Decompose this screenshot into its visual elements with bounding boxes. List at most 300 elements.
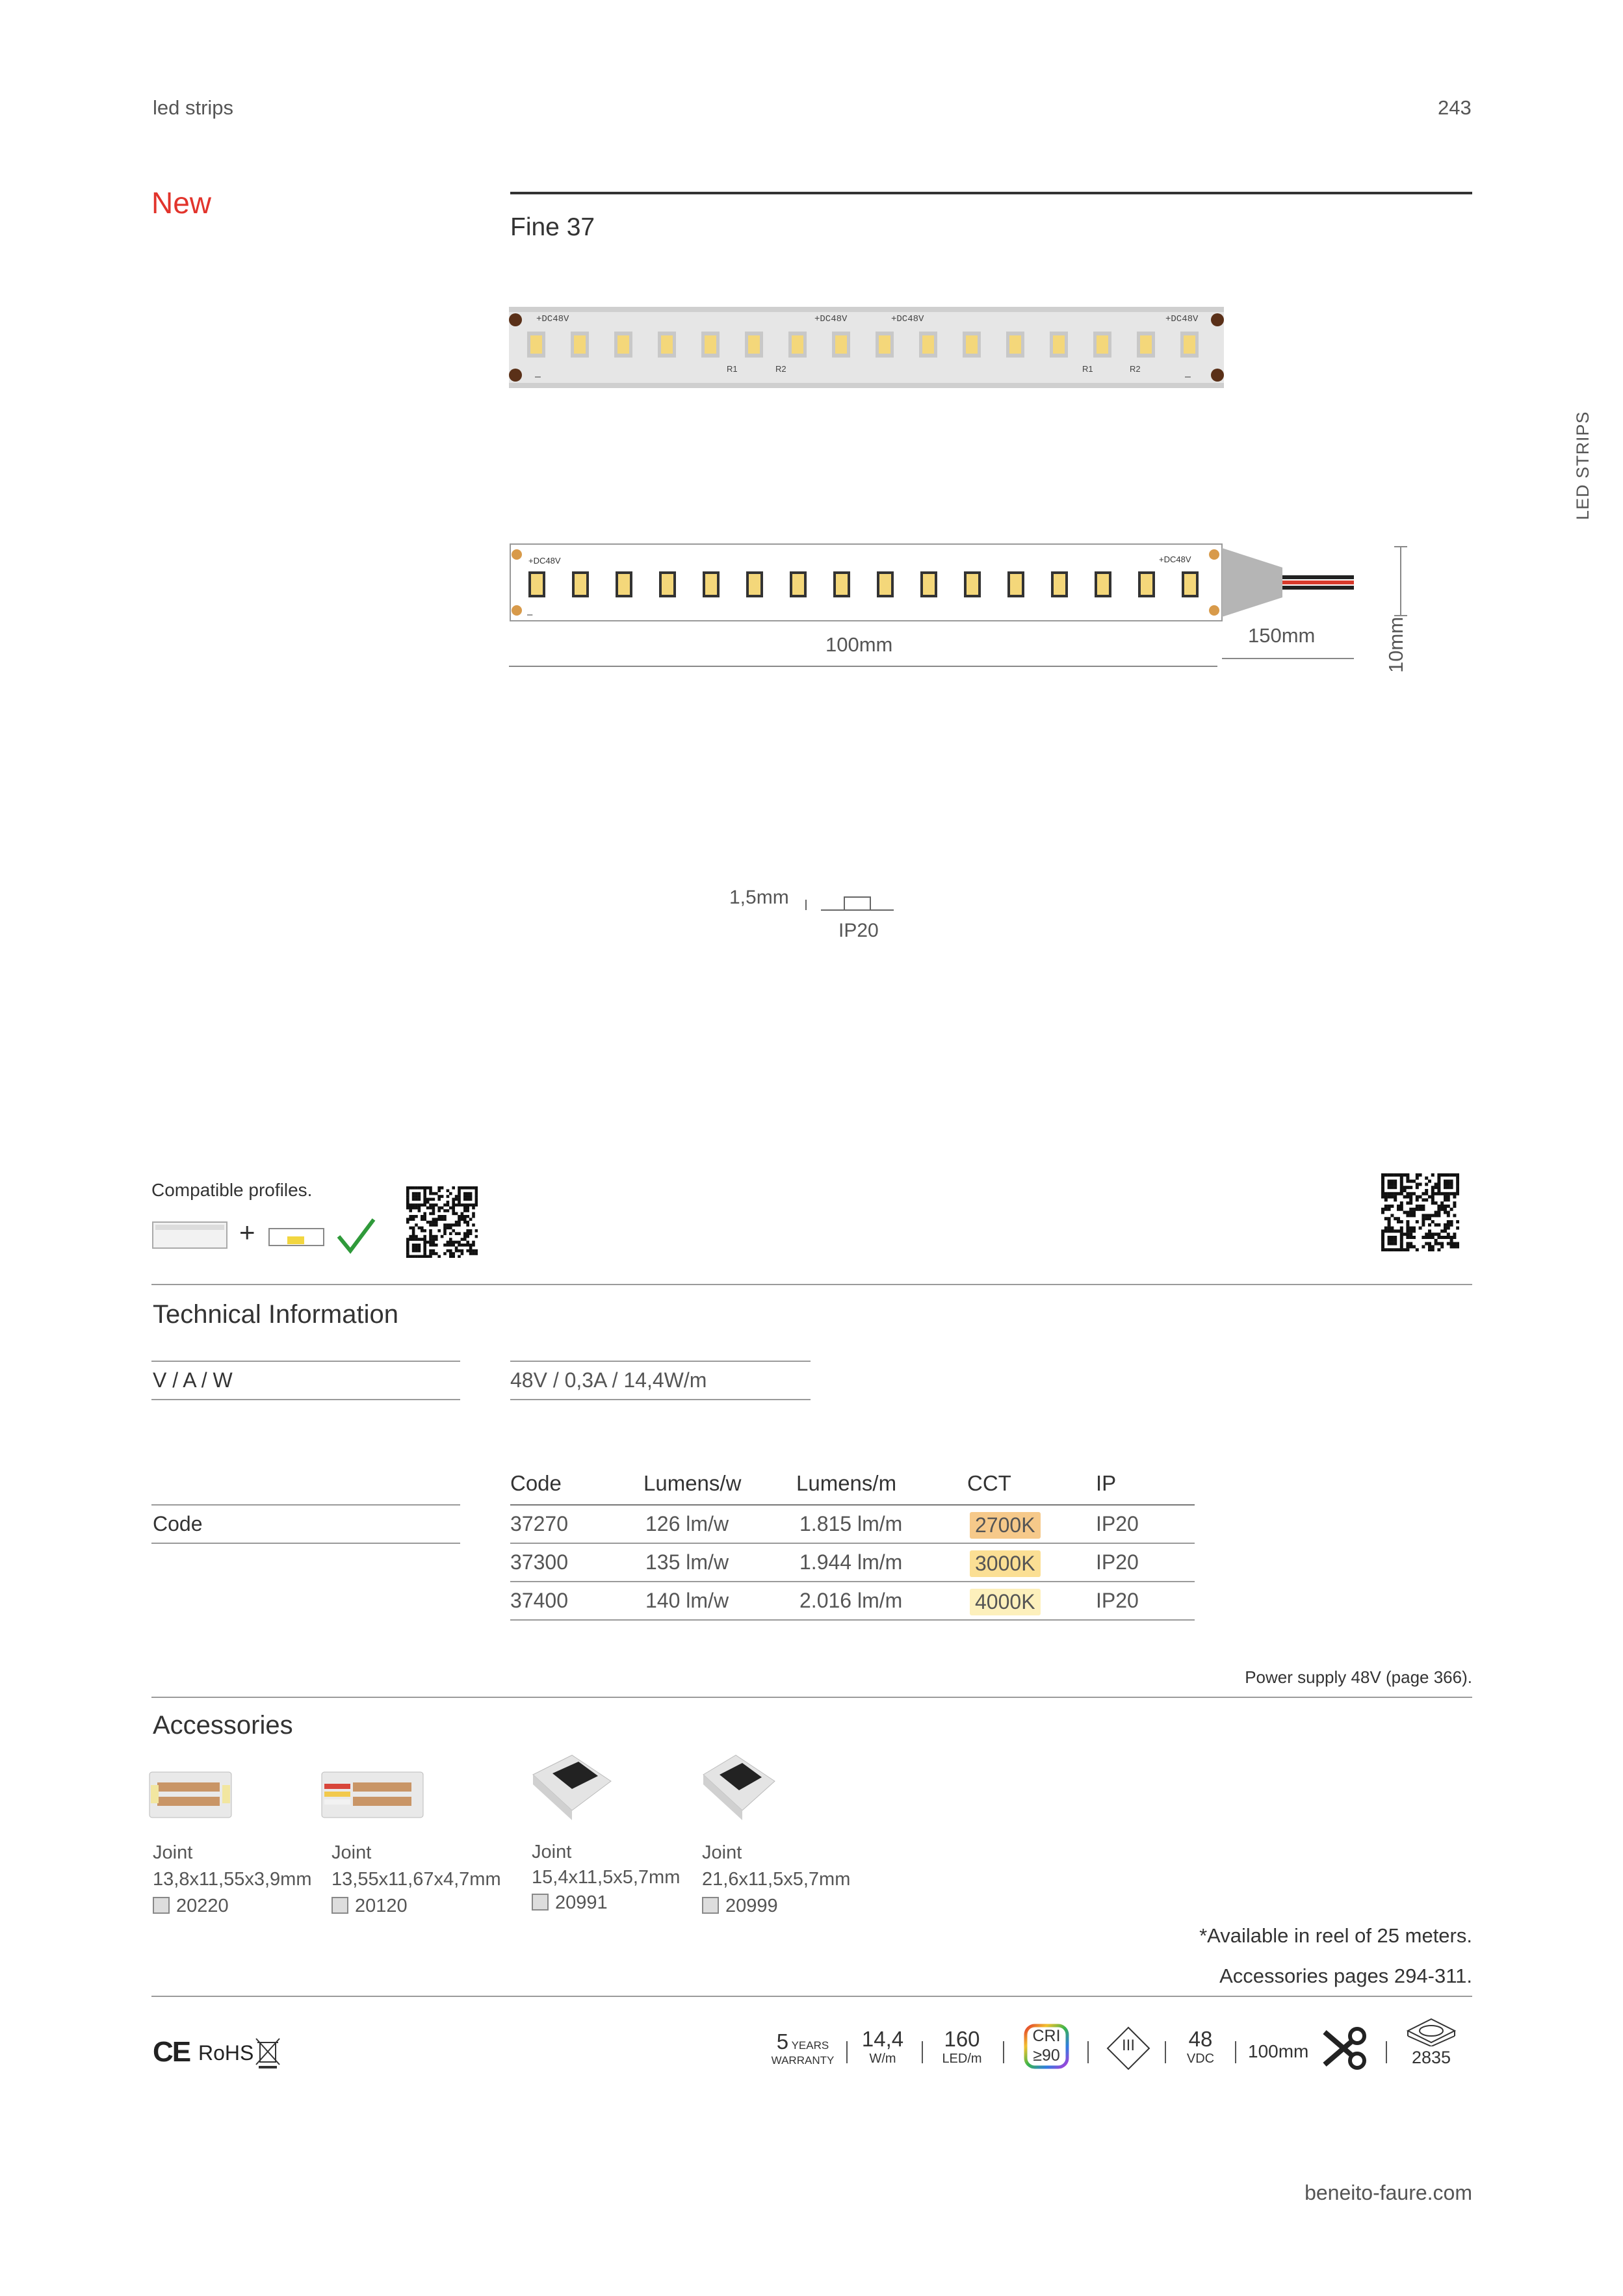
qr-module <box>437 1198 441 1201</box>
qr-module <box>418 1209 421 1212</box>
qr-module <box>409 1255 412 1258</box>
led-chip <box>617 335 629 354</box>
qr-module <box>447 1249 450 1253</box>
qr-module <box>466 1203 469 1207</box>
qr-module <box>1447 1223 1450 1227</box>
qr-module <box>437 1215 441 1218</box>
qr-module <box>469 1198 473 1201</box>
qr-module <box>421 1186 424 1190</box>
qr-module <box>1390 1214 1394 1217</box>
qr-module <box>1428 1233 1431 1236</box>
qr-module <box>472 1186 475 1190</box>
qr-module <box>429 1252 432 1255</box>
qr-module <box>418 1244 421 1247</box>
vaw-rule-bottom <box>151 1399 460 1400</box>
qr-module <box>1416 1173 1419 1177</box>
qr-module <box>472 1203 475 1207</box>
qr-module <box>1425 1242 1428 1246</box>
qr-module <box>429 1255 432 1258</box>
qr-module <box>1453 1236 1456 1239</box>
qr-module <box>437 1209 441 1212</box>
qr-module <box>1431 1189 1435 1192</box>
qr-module <box>452 1252 455 1255</box>
qr-module <box>1400 1220 1403 1223</box>
qr-module <box>1425 1177 1428 1180</box>
qr-module <box>406 1201 409 1204</box>
qr-module <box>443 1203 447 1207</box>
qr-module <box>447 1209 450 1212</box>
cell-code: 37400 <box>510 1589 568 1612</box>
qr-module <box>435 1203 438 1207</box>
qr-module <box>1425 1192 1428 1195</box>
qr-module <box>1447 1186 1450 1189</box>
weee-bin-icon <box>255 2036 281 2070</box>
qr-module <box>1409 1245 1412 1248</box>
qr-module <box>1440 1192 1444 1195</box>
qr-module <box>1409 1211 1412 1214</box>
qr-module <box>1416 1248 1419 1251</box>
qr-module <box>1384 1208 1388 1211</box>
qr-module <box>452 1229 455 1233</box>
strip-r1-label: R1 <box>1082 364 1093 374</box>
qr-module <box>1416 1177 1419 1180</box>
qr-module <box>1381 1236 1384 1239</box>
qr-module <box>409 1186 412 1190</box>
qr-module <box>463 1215 467 1218</box>
qr-module <box>1431 1192 1435 1195</box>
qr-module <box>1400 1245 1403 1248</box>
qr-module <box>1412 1180 1416 1183</box>
qr-module <box>1419 1227 1422 1230</box>
qr-module <box>1447 1198 1450 1201</box>
qr-module <box>447 1241 450 1244</box>
qr-module <box>1437 1248 1440 1251</box>
qr-module <box>429 1249 432 1253</box>
col-header-lumens-w: Lumens/w <box>643 1471 742 1495</box>
qr-module <box>412 1249 415 1253</box>
height-label: 1,5mm <box>729 887 789 908</box>
qr-module <box>466 1221 469 1224</box>
qr-module <box>1388 1205 1391 1208</box>
qr-module <box>1435 1242 1438 1246</box>
qr-module <box>409 1207 412 1210</box>
qr-module <box>1412 1229 1416 1233</box>
qr-module <box>1422 1208 1425 1211</box>
cct-chip: 2700K <box>970 1512 1041 1539</box>
table-header-rule <box>510 1504 1195 1506</box>
led-chip <box>836 574 848 595</box>
qr-module <box>409 1235 412 1238</box>
qr-module <box>472 1215 475 1218</box>
qr-module <box>447 1201 450 1204</box>
qr-module <box>1397 1173 1400 1177</box>
qr-module <box>1453 1245 1456 1248</box>
cell-ip: IP20 <box>1096 1589 1139 1612</box>
qr-module <box>415 1244 418 1247</box>
qr-module <box>1406 1236 1409 1239</box>
spec-separator <box>1087 2041 1089 2063</box>
qr-module <box>1456 1182 1459 1186</box>
qr-module <box>418 1207 421 1210</box>
qr-module <box>475 1201 478 1204</box>
qr-code-icon[interactable] <box>1381 1173 1459 1251</box>
qr-module <box>1412 1236 1416 1239</box>
qr-module <box>1400 1208 1403 1211</box>
qr-module <box>461 1252 464 1255</box>
led-chip <box>1097 335 1108 354</box>
qr-module <box>447 1223 450 1227</box>
qr-module <box>1406 1177 1409 1180</box>
qr-module <box>1409 1198 1412 1201</box>
qr-module <box>1453 1192 1456 1195</box>
qr-module <box>463 1232 467 1235</box>
led-chip <box>661 335 673 354</box>
qr-module <box>441 1186 444 1190</box>
qr-module <box>469 1218 473 1221</box>
compatible-label: Compatible profiles. <box>151 1180 313 1200</box>
qr-module <box>412 1235 415 1238</box>
qr-module <box>1444 1180 1447 1183</box>
qr-module <box>1400 1182 1403 1186</box>
vaw-value-rule-top <box>510 1361 811 1362</box>
cri-label: CRI <box>1032 2027 1061 2045</box>
cell-ip: IP20 <box>1096 1550 1139 1574</box>
qr-module <box>429 1241 432 1244</box>
qr-module <box>1381 1180 1384 1183</box>
qr-module <box>1403 1233 1407 1236</box>
qr-module <box>1431 1198 1435 1201</box>
qr-module <box>415 1255 418 1258</box>
qr-module <box>475 1195 478 1198</box>
led-chip <box>705 574 717 595</box>
qr-module <box>1425 1182 1428 1186</box>
qr-module <box>1428 1214 1431 1217</box>
qr-module <box>475 1249 478 1253</box>
qr-module <box>1409 1214 1412 1217</box>
qr-module <box>1409 1233 1412 1236</box>
qr-module <box>1444 1208 1447 1211</box>
qr-module <box>1394 1229 1397 1233</box>
qr-module <box>1400 1192 1403 1195</box>
qr-module <box>409 1218 412 1221</box>
accessories-title: Accessories <box>153 1711 293 1740</box>
qr-module <box>1384 1217 1388 1220</box>
checkbox-icon[interactable] <box>532 1894 549 1911</box>
qr-module <box>1447 1211 1450 1214</box>
qr-module <box>1390 1248 1394 1251</box>
checkbox-icon[interactable] <box>153 1897 170 1914</box>
spec-separator <box>922 2041 923 2063</box>
qr-module <box>472 1207 475 1210</box>
led-chip <box>1141 574 1152 595</box>
qr-module <box>1456 1186 1459 1189</box>
qr-module <box>455 1232 458 1235</box>
spec-separator <box>1235 2041 1236 2063</box>
qr-module <box>1422 1245 1425 1248</box>
cct-chip: 4000K <box>970 1589 1041 1615</box>
qr-module <box>1388 1236 1391 1239</box>
qr-module <box>415 1192 418 1195</box>
led-chip <box>923 574 935 595</box>
footer-website[interactable]: beneito-faure.com <box>1305 2181 1472 2204</box>
qr-module <box>423 1244 426 1247</box>
checkbox-icon[interactable] <box>331 1897 348 1914</box>
qr-module <box>1453 1205 1456 1208</box>
qr-module <box>469 1244 473 1247</box>
qr-module <box>1437 1233 1440 1236</box>
qr-module <box>432 1192 435 1195</box>
qr-module <box>1440 1201 1444 1205</box>
qr-module <box>447 1203 450 1207</box>
qr-module <box>1450 1242 1453 1246</box>
qr-module <box>429 1207 432 1210</box>
cut-length: 100mm <box>1248 2041 1309 2061</box>
qr-module <box>1384 1198 1388 1201</box>
accessory-item[interactable] <box>702 1840 850 1920</box>
led-chip <box>748 335 760 354</box>
qr-module <box>1394 1242 1397 1246</box>
power-unit: W/m <box>869 2052 896 2066</box>
qr-module <box>461 1218 464 1221</box>
checkbox-icon[interactable] <box>702 1897 719 1914</box>
qr-module <box>447 1189 450 1192</box>
qr-module <box>1453 1173 1456 1177</box>
qr-module <box>458 1192 461 1195</box>
qr-module <box>1419 1173 1422 1177</box>
accessory-item[interactable] <box>153 1840 312 1920</box>
qr-module <box>1450 1236 1453 1239</box>
strip-drawing <box>509 543 1412 679</box>
qr-module <box>443 1244 447 1247</box>
qr-module <box>443 1252 447 1255</box>
qr-module <box>458 1198 461 1201</box>
qr-module <box>406 1195 409 1198</box>
qr-module <box>1400 1189 1403 1192</box>
qr-module <box>449 1207 452 1210</box>
accessory-item[interactable] <box>331 1840 501 1920</box>
qr-module <box>1425 1233 1428 1236</box>
cct-chip: 3000K <box>970 1550 1041 1577</box>
qr-module <box>1444 1192 1447 1195</box>
qr-code-icon[interactable] <box>406 1186 478 1258</box>
product-title: Fine 37 <box>510 213 595 241</box>
qr-module <box>461 1212 464 1216</box>
qr-module <box>1390 1236 1394 1239</box>
qr-module <box>1388 1239 1391 1242</box>
qr-module <box>435 1192 438 1195</box>
qr-module <box>1403 1189 1407 1192</box>
qr-module <box>1400 1248 1403 1251</box>
qr-module <box>1394 1186 1397 1189</box>
qr-module <box>432 1221 435 1224</box>
accessory-item[interactable] <box>532 1840 680 1916</box>
qr-module <box>1447 1227 1450 1230</box>
qr-module <box>449 1255 452 1258</box>
qr-module <box>449 1241 452 1244</box>
cell-lumens-w: 140 lm/w <box>645 1589 729 1612</box>
qr-module <box>1435 1233 1438 1236</box>
qr-module <box>423 1252 426 1255</box>
cell-lumens-m: 2.016 lm/m <box>799 1589 903 1612</box>
qr-module <box>1453 1233 1456 1236</box>
strip-r2-label: R2 <box>775 364 786 374</box>
qr-module <box>458 1241 461 1244</box>
qr-module <box>415 1246 418 1249</box>
qr-module <box>1394 1173 1397 1177</box>
qr-module <box>1425 1214 1428 1217</box>
qr-module <box>415 1215 418 1218</box>
qr-module <box>412 1246 415 1249</box>
power-supply-note: Power supply 48V (page 366). <box>1245 1667 1472 1687</box>
qr-module <box>455 1203 458 1207</box>
cri-spec <box>1023 2026 1070 2065</box>
accessory-size: 15,4x11,5x5,7mm <box>532 1867 681 1888</box>
qr-module <box>1409 1186 1412 1189</box>
qr-module <box>1412 1245 1416 1248</box>
accessory-code: 20120 <box>355 1896 408 1916</box>
side-tab-label: LED STRIPS <box>1573 411 1592 520</box>
qr-module <box>463 1244 467 1247</box>
qr-module <box>1400 1233 1403 1236</box>
qr-module <box>469 1186 473 1190</box>
reel-note: *Available in reel of 25 meters. <box>1199 1924 1472 1947</box>
qr-module <box>1388 1229 1391 1233</box>
qr-module <box>1428 1242 1431 1246</box>
qr-module <box>1390 1227 1394 1230</box>
qr-module <box>1400 1242 1403 1246</box>
title-rule <box>510 192 1472 194</box>
qr-module <box>421 1215 424 1218</box>
qr-module <box>435 1252 438 1255</box>
qr-module <box>418 1186 421 1190</box>
qr-module <box>1444 1173 1447 1177</box>
qr-module <box>412 1255 415 1258</box>
spec-separator <box>1003 2041 1004 2063</box>
led-chip <box>1054 574 1065 595</box>
qr-module <box>1381 1177 1384 1180</box>
qr-module <box>437 1218 441 1221</box>
qr-module <box>415 1203 418 1207</box>
qr-module <box>415 1249 418 1253</box>
qr-module <box>1437 1211 1440 1214</box>
qr-module <box>458 1244 461 1247</box>
qr-module <box>1447 1214 1450 1217</box>
qr-module <box>432 1209 435 1212</box>
qr-module <box>466 1198 469 1201</box>
qr-module <box>472 1252 475 1255</box>
qr-module <box>1394 1198 1397 1201</box>
cell-ip: IP20 <box>1096 1512 1139 1535</box>
qr-module <box>475 1252 478 1255</box>
qr-module <box>1431 1248 1435 1251</box>
spec-separator <box>1165 2041 1166 2063</box>
qr-module <box>426 1255 430 1258</box>
qr-module <box>449 1192 452 1195</box>
qr-module <box>426 1186 430 1190</box>
qr-module <box>418 1255 421 1258</box>
qr-module <box>1403 1186 1407 1189</box>
qr-module <box>461 1249 464 1253</box>
page-number: 243 <box>1438 96 1472 119</box>
width-label: 10mm <box>1384 616 1407 673</box>
qr-module <box>1381 1189 1384 1192</box>
qr-module <box>463 1192 467 1195</box>
qr-module <box>449 1227 452 1230</box>
qr-module <box>463 1207 467 1210</box>
qr-module <box>1406 1223 1409 1227</box>
qr-module <box>463 1195 467 1198</box>
qr-module <box>1381 1186 1384 1189</box>
table-row-rule <box>510 1581 1195 1582</box>
qr-module <box>1390 1229 1394 1233</box>
qr-module <box>466 1244 469 1247</box>
qr-module <box>1416 1195 1419 1199</box>
qr-module <box>1456 1220 1459 1223</box>
cross-section-icon <box>803 892 900 918</box>
qr-module <box>1431 1220 1435 1223</box>
qr-module <box>466 1207 469 1210</box>
qr-module <box>418 1195 421 1198</box>
qr-module <box>1416 1182 1419 1186</box>
code-label: Code <box>153 1512 203 1535</box>
leds-spec <box>933 2027 991 2067</box>
qr-module <box>423 1198 426 1201</box>
leds-unit: LED/m <box>942 2052 982 2066</box>
qr-module <box>455 1249 458 1253</box>
qr-module <box>1435 1214 1438 1217</box>
qr-module <box>1431 1186 1435 1189</box>
qr-module <box>461 1203 464 1207</box>
qr-module <box>1388 1208 1391 1211</box>
qr-module <box>466 1232 469 1235</box>
qr-module <box>458 1201 461 1204</box>
qr-module <box>1388 1180 1391 1183</box>
qr-module <box>466 1241 469 1244</box>
qr-module <box>463 1238 467 1241</box>
qr-module <box>406 1218 409 1221</box>
voltage-value: 48 <box>1188 2027 1213 2051</box>
qr-module <box>1444 1195 1447 1199</box>
qr-module <box>1381 1192 1384 1195</box>
qr-module <box>466 1235 469 1238</box>
led-chip <box>966 335 978 354</box>
qr-module <box>1381 1208 1384 1211</box>
qr-module <box>1381 1233 1384 1236</box>
ce-mark-icon: CE <box>153 2036 190 2068</box>
qr-module <box>441 1215 444 1218</box>
drawing-dc-label: +DC48V <box>528 556 561 566</box>
warranty-number: 5 <box>776 2029 789 2054</box>
qr-module <box>472 1212 475 1216</box>
qr-module <box>475 1235 478 1238</box>
qr-module <box>423 1235 426 1238</box>
accessory-joint-image <box>526 1749 617 1827</box>
qr-module <box>421 1203 424 1207</box>
qr-module <box>1419 1182 1422 1186</box>
qr-module <box>1431 1195 1435 1199</box>
qr-module <box>1431 1214 1435 1217</box>
cell-lumens-w: 126 lm/w <box>645 1512 729 1535</box>
qr-module <box>466 1215 469 1218</box>
cri-value: ≥90 <box>1033 2046 1060 2065</box>
qr-module <box>1437 1208 1440 1211</box>
qr-module <box>437 1189 441 1192</box>
warranty-years: YEARS <box>791 2039 829 2052</box>
qr-module <box>452 1186 455 1190</box>
qr-module <box>1384 1227 1388 1230</box>
qr-module <box>1422 1217 1425 1220</box>
qr-module <box>441 1235 444 1238</box>
